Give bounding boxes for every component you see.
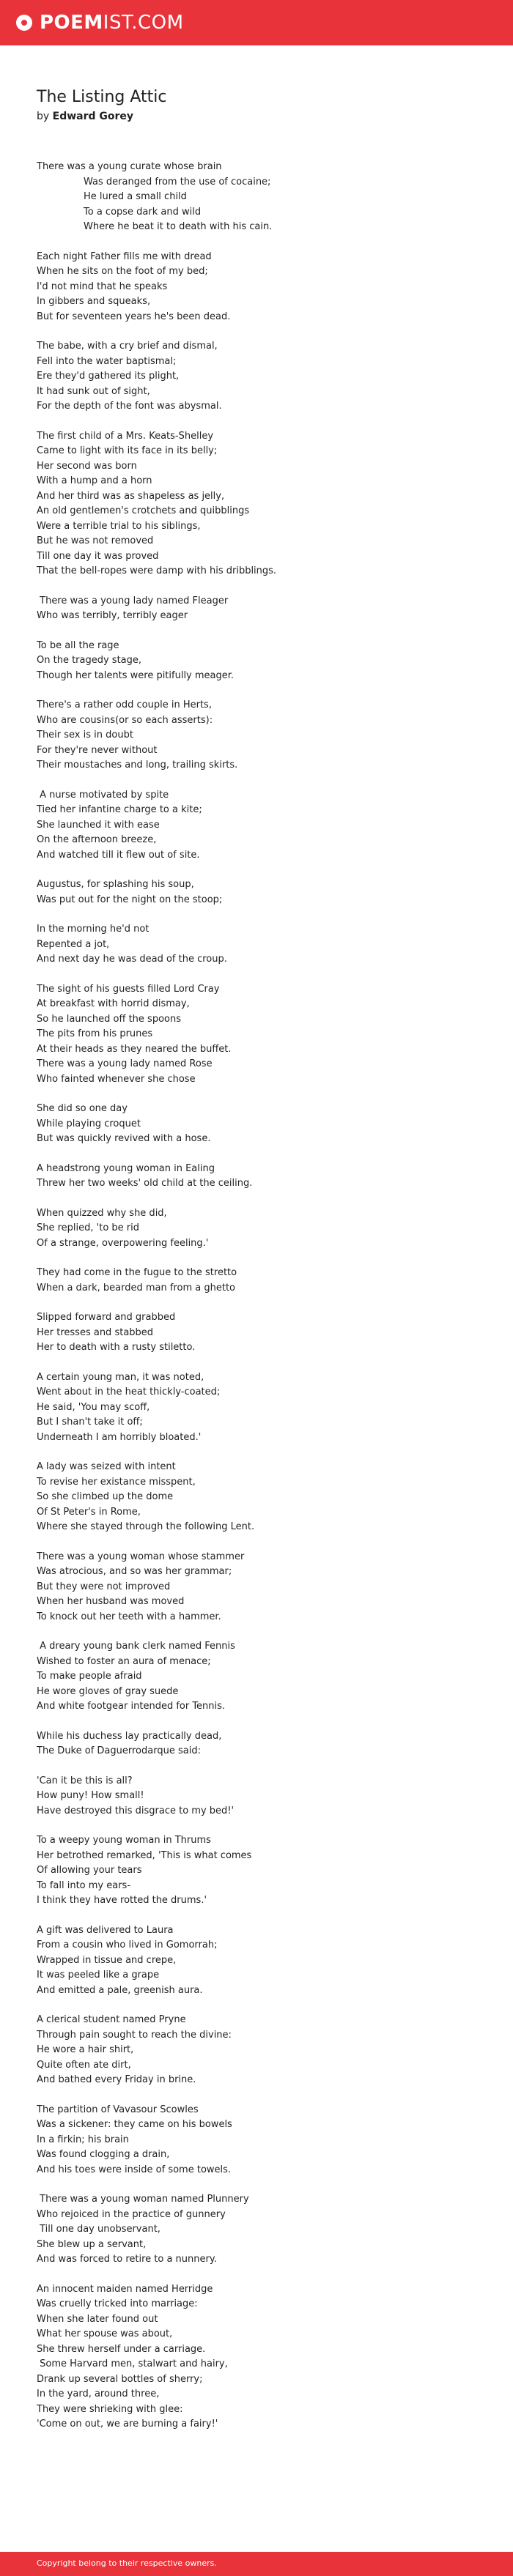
- poem-line: Where she stayed through the following Lent.: [37, 1521, 255, 1532]
- poem-stanza: [37, 160, 491, 235]
- poem-line: Till one day unobservant,: [37, 2224, 160, 2235]
- poem-line: When she later found out: [37, 2313, 158, 2325]
- poem-body: [37, 160, 491, 2447]
- poem-line: And bathed every Friday in brine.: [37, 2074, 196, 2085]
- byline-prefix: by: [37, 111, 50, 122]
- poem-line: In a firkin; his brain: [37, 2134, 129, 2145]
- poem-line: The partition of Vavasour Scowles: [37, 2104, 199, 2115]
- poem-stanza: [37, 1310, 491, 1356]
- poem-line: It was peeled like a grape: [37, 1970, 160, 1981]
- poem-stanza: [37, 250, 491, 325]
- poem-line: Underneath I am horribly bloated.': [37, 1431, 202, 1443]
- poem-stanza: [37, 1460, 491, 1535]
- poem-line: Who was terribly, terribly eager: [37, 610, 188, 621]
- poem-line: Who are cousins(or so each asserts):: [37, 714, 213, 726]
- poem-line: Repented a jot,: [37, 938, 110, 950]
- poem-line: Was atrocious, and so was her grammar;: [37, 1566, 232, 1577]
- poem-line: She threw herself under a carriage.: [37, 2343, 206, 2355]
- poem-line: There was a young lady named Fleager: [37, 595, 229, 606]
- poem-line: Was cruelly tricked into marriage:: [37, 2298, 198, 2309]
- poem-line: In the yard, around three,: [37, 2388, 160, 2399]
- poem-line: To make people afraid: [37, 1671, 142, 1682]
- poem-stanza: [37, 922, 491, 968]
- poem-line: They were shrieking with glee:: [37, 2403, 183, 2415]
- poem-line: But I shan't take it off;: [37, 1417, 143, 1428]
- poem-line: With a hump and a horn: [37, 475, 152, 486]
- poem-line: While his duchess lay practically dead,: [37, 1730, 222, 1742]
- poem-stanza: [37, 2282, 491, 2432]
- poem-stanza: [37, 1162, 491, 1192]
- poem-line: And emitted a pale, greenish aura.: [37, 1984, 203, 1996]
- poem-line: The sight of his guests filled Lord Cray: [37, 983, 220, 995]
- logo-text-strong: POEM: [40, 12, 103, 34]
- poem-line: She launched it with ease: [37, 819, 160, 831]
- poem-line: To fall into my ears-: [37, 1879, 131, 1891]
- poem-line: A gift was delivered to Laura: [37, 1924, 174, 1936]
- poem-line: Was a sickener: they came on his bowels: [37, 2119, 232, 2130]
- poem-line: There was a young woman named Plunnery: [37, 2194, 249, 2205]
- poem-line: There was a young lady named Rose: [37, 1058, 213, 1069]
- poem-line: A headstrong young woman in Ealing: [37, 1162, 215, 1174]
- poem-line: When he sits on the foot of my bed;: [37, 266, 208, 277]
- poem-stanza: [37, 2192, 491, 2268]
- poem-stanza: [37, 339, 491, 415]
- poem-line: Slipped forward and grabbed: [37, 1312, 176, 1323]
- poem-line: Of St Peter's in Rome,: [37, 1506, 141, 1518]
- poem-line: Where he beat it to death with his cain.: [84, 221, 273, 232]
- poem-line: A dreary young bank clerk named Fennis: [37, 1641, 235, 1652]
- poem-line: Was put out for the night on the stoop;: [37, 894, 223, 905]
- poemist-logo-icon: [16, 15, 32, 31]
- poem-line: On the afternoon breeze,: [37, 834, 157, 845]
- poem-line: So he launched off the spoons: [37, 1013, 181, 1025]
- poem-line: Though her talents were pitifully meager.: [37, 669, 235, 681]
- poem-line: From a cousin who lived in Gomorrah;: [37, 1940, 218, 1950]
- poem-line: She replied, 'to be rid: [37, 1222, 140, 1233]
- poem-line: A nurse motivated by spite: [37, 789, 169, 801]
- poem-line: And next day he was dead of the croup.: [37, 954, 227, 965]
- site-footer: [0, 2552, 513, 2576]
- poem-line: Quite often ate dirt,: [37, 2059, 131, 2071]
- poem-line: In the morning he'd not: [37, 924, 150, 935]
- poem-stanza: [37, 788, 491, 864]
- poem-line: Drank up several bottles of sherry;: [37, 2373, 203, 2385]
- poem-line: To revise her existance misspent,: [37, 1476, 196, 1488]
- poem-line: Have destroyed this disgrace to my bed!': [37, 1805, 235, 1816]
- poem-line: Threw her two weeks' old child at the ceiling.: [37, 1178, 253, 1189]
- poem-line: Fell into the water baptismal;: [37, 355, 177, 367]
- poem-line: Went about in the heat thickly-coated;: [37, 1387, 221, 1398]
- poem-line: What her spouse was about,: [37, 2328, 173, 2339]
- poem-stanza: [37, 1206, 491, 1252]
- poem-line: At breakfast with horrid dismay,: [37, 998, 190, 1009]
- poem-line: But they were not improved: [37, 1581, 171, 1592]
- poem-line: For the depth of the font was abysmal.: [37, 401, 222, 412]
- poem-stanza: [37, 1550, 491, 1625]
- poem-stanza: [37, 429, 491, 579]
- poem-line: Was deranged from the use of cocaine;: [84, 176, 271, 188]
- poem-line: The babe, with a cry brief and dismal,: [37, 341, 218, 352]
- poem-stanza: [37, 639, 491, 684]
- poem-line: And white footgear intended for Tennis.: [37, 1701, 226, 1712]
- poem-line: When her husband was moved: [37, 1596, 185, 1607]
- poem-stanza: [37, 2103, 491, 2178]
- poem-stanza: [37, 982, 491, 1088]
- poem-stanza: [37, 877, 491, 907]
- poem-line: Came to light with its face in its belly;: [37, 445, 218, 456]
- poem-line: 'Come on out, we are burning a fairy!': [37, 2419, 218, 2430]
- poem-line: At their heads as they neared the buffet.: [37, 1043, 232, 1055]
- poem-stanza: [37, 594, 491, 624]
- poem-line: On the tragedy stage,: [37, 655, 142, 666]
- poem-line: A certain young man, it was noted,: [37, 1371, 204, 1383]
- poem-line: An innocent maiden named Herridge: [37, 2283, 213, 2295]
- poem-line: To knock out her teeth with a hammer.: [37, 1611, 221, 1622]
- poem-line: Her second was born: [37, 460, 137, 472]
- poem-stanza: [37, 1102, 491, 1147]
- poem-line: Were a terrible trial to his siblings,: [37, 520, 201, 532]
- poem-line: And was forced to retire to a nunnery.: [37, 2254, 217, 2265]
- poem-line: Of allowing your tears: [37, 1865, 142, 1876]
- poem-line: It had sunk out of sight,: [37, 385, 150, 397]
- poem-line: And his toes were inside of some towels.: [37, 2164, 232, 2175]
- poem-line: How puny! How small!: [37, 1790, 144, 1801]
- poem-line: He said, 'You may scoff,: [37, 1401, 150, 1413]
- poem-stanza: [37, 1729, 491, 1759]
- poem-line: He wore gloves of gray suede: [37, 1685, 179, 1697]
- site-header: [0, 0, 513, 45]
- poem-line: He lured a small child: [84, 191, 187, 202]
- poem-line: Her to death with a rusty stiletto.: [37, 1342, 196, 1353]
- logo-text-light: IST.COM: [103, 12, 184, 34]
- poem-line: An old gentlemen's crotchets and quibblings: [37, 505, 250, 516]
- poem-line: But he was not removed: [37, 535, 154, 546]
- poem-line: I think they have rotted the drums.': [37, 1895, 207, 1906]
- poem-line: She blew up a servant,: [37, 2238, 147, 2250]
- poem-line: And her third was as shapeless as jelly,: [37, 490, 225, 502]
- poem-stanza: [37, 2013, 491, 2088]
- poem-line: She did so one day: [37, 1103, 128, 1114]
- poem-line: 'Can it be this is all?: [37, 1775, 133, 1786]
- poem-line: While playing croquet: [37, 1118, 141, 1129]
- poem-line: But was quickly revived with a hose.: [37, 1133, 211, 1144]
- poem-line: He wore a hair shirt,: [37, 2044, 134, 2055]
- poem-stanza: [37, 1266, 491, 1296]
- poem-line: The Duke of Daguerrodarque said:: [37, 1745, 201, 1756]
- poem-line: Who fainted whenever she chose: [37, 1073, 196, 1085]
- poem-line: To a weepy young woman in Thrums: [37, 1835, 211, 1846]
- poem-line: A lady was seized with intent: [37, 1461, 176, 1472]
- copyright-notice: Copyright belong to their respective owners.: [37, 2558, 217, 2568]
- poem-line: Of a strange, overpowering feeling.': [37, 1237, 209, 1249]
- site-logo[interactable]: [16, 12, 184, 34]
- poem-line: For they're never without: [37, 744, 158, 756]
- poem-stanza: [37, 1923, 491, 1999]
- poem-line: But for seventeen years he's been dead.: [37, 311, 231, 322]
- poem-title: The Listing Attic: [37, 88, 167, 106]
- poem-line: There's a rather odd couple in Herts,: [37, 699, 212, 710]
- poem-line: They had come in the fugue to the stretto: [37, 1267, 237, 1278]
- poem-line: There was a young curate whose brain: [37, 161, 222, 172]
- poem-line: Wrapped in tissue and crepe,: [37, 1954, 177, 1966]
- poem-line: To a copse dark and wild: [84, 206, 202, 218]
- poem-line: And watched till it flew out of site.: [37, 849, 200, 861]
- poem-byline: [37, 110, 133, 123]
- poem-line: I'd not mind that he speaks: [37, 281, 168, 292]
- poem-line: The pits from his prunes: [37, 1028, 153, 1039]
- poem-line: The first child of a Mrs. Keats-Shelley: [37, 430, 214, 442]
- poem-line: Each night Father fills me with dread: [37, 250, 212, 262]
- poem-line: That the bell-ropes were damp with his dribblings.: [37, 565, 277, 576]
- poem-line: Wished to foster an aura of menace;: [37, 1655, 211, 1667]
- poem-line: Her betrothed remarked, 'This is what comes: [37, 1849, 252, 1861]
- poem-stanza: [37, 698, 491, 773]
- poem-stanza: [37, 1833, 491, 1909]
- poem-line: Their moustaches and long, trailing skirts.: [37, 760, 238, 771]
- poem-line: To be all the rage: [37, 639, 119, 651]
- poem-stanza: [37, 1370, 491, 1446]
- poem-line: Augustus, for splashing his soup,: [37, 879, 194, 890]
- poem-author[interactable]: Edward Gorey: [52, 111, 134, 122]
- poem-line: A clerical student named Pryne: [37, 2014, 186, 2025]
- poem-line: Her tresses and stabbed: [37, 1326, 154, 1338]
- poem-line: So she climbed up the dome: [37, 1491, 174, 1502]
- poem-line: Who rejoiced in the practice of gunnery: [37, 2208, 226, 2220]
- poem-line: There was a young woman whose stammer: [37, 1551, 245, 1562]
- poem-line: Was found clogging a drain,: [37, 2149, 170, 2160]
- poem-line: Some Harvard men, stalwart and hairy,: [37, 2358, 228, 2369]
- poem-line: Tied her infantine charge to a kite;: [37, 804, 202, 815]
- poem-line: When a dark, bearded man from a ghetto: [37, 1282, 236, 1293]
- poem-line: When quizzed why she did,: [37, 1207, 167, 1219]
- poem-line: Their sex is in doubt: [37, 730, 133, 740]
- poem-stanza: [37, 1639, 491, 1715]
- poem-line: Through pain sought to reach the divine:: [37, 2029, 232, 2041]
- poem-line: In gibbers and squeaks,: [37, 296, 151, 307]
- poem-line: Ere they'd gathered its plight,: [37, 371, 180, 382]
- poem-line: Till one day it was proved: [37, 550, 159, 562]
- poem-stanza: [37, 1774, 491, 1819]
